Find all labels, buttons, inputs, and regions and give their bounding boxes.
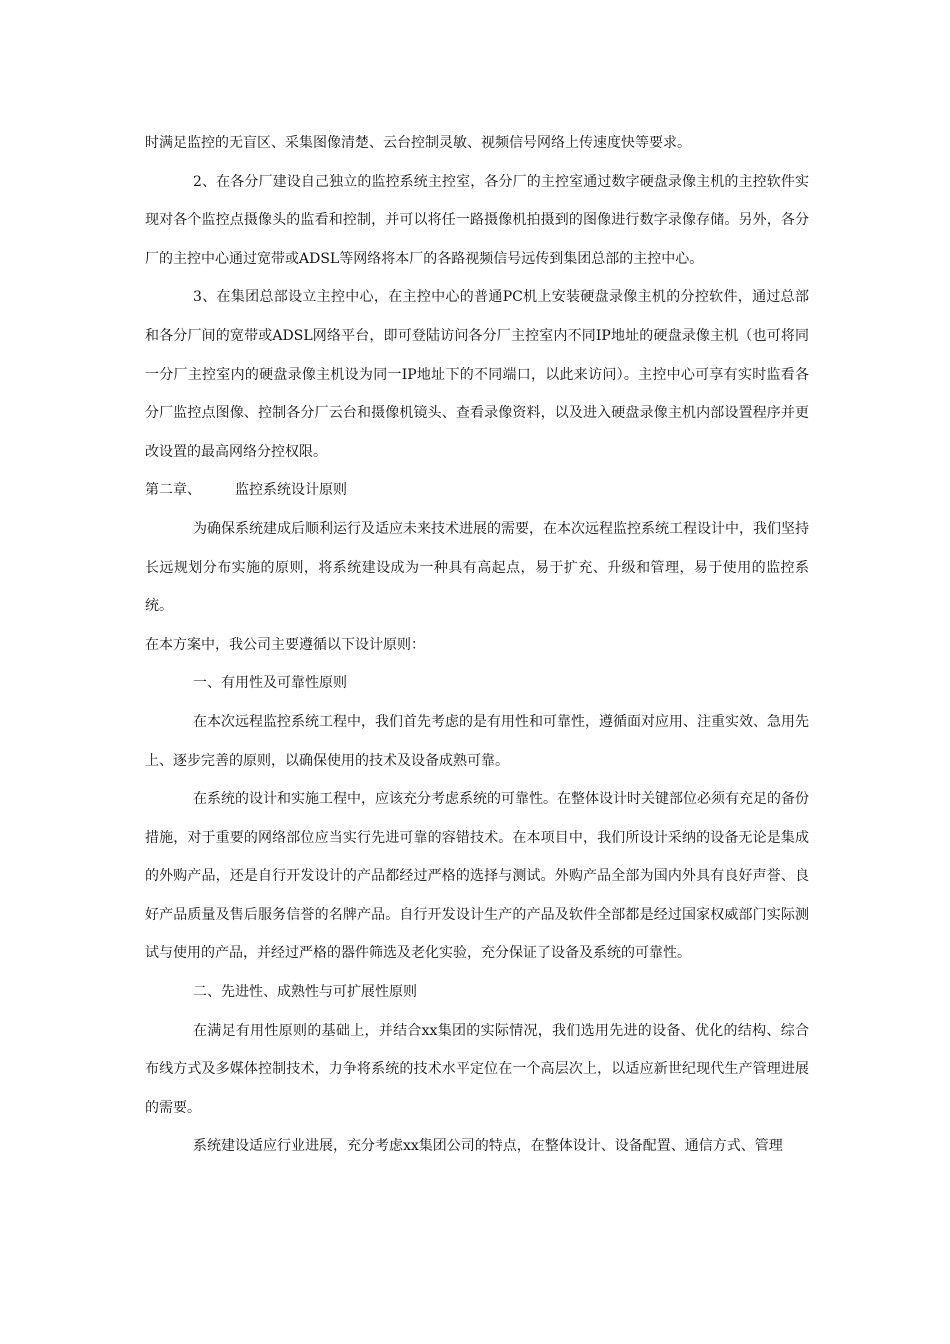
- section-heading-usability: 一、有用性及可靠性原则: [193, 675, 347, 692]
- section-advanced-paragraph-2: 系统建设适应行业进展，充分考虑xx集团公司的特点，在整体设计、设备配置、通信方式、管理: [193, 1138, 783, 1155]
- document-body: [145, 124, 809, 1166]
- section-advanced-paragraph-1: 在满足有用性原则的基础上，并结合xx集团的实际情况，我们选用先进的设备、优化的结构、综合布线方式及多媒体控制技术，力争将系统的技术水平定位在一个高层次上，以适应新世纪现代生产管理进展的需要。: [145, 1022, 809, 1116]
- chapter-number: 第二章、: [145, 482, 201, 499]
- principles-lead: 在本方案中，我公司主要遵循以下设计原则：: [145, 636, 425, 653]
- chapter-intro: 为确保系统建成后顺利运行及适应未来技术进展的需要，在本次远程监控系统工程设计中，我们坚持长远规划分布实施的原则，将系统建设成为一种具有高起点，易于扩充、升级和管理，易于使用的监控系统。: [145, 520, 809, 615]
- chapter-heading: [145, 471, 809, 510]
- paragraph-item-2: 2、在各分厂建设自己独立的监控系统主控室，各分厂的主控室通过数字硬盘录像主机的主控软件实现对各个监控点摄像头的监看和控制，并可以将任一路摄像机拍摄到的图像进行数字录像存储。另外，各分厂的主控中心通过宽带或ADSL等网络将本厂的各路视频信号远传到集团总部的主控中心。: [145, 173, 809, 267]
- paragraph-continuation: 时满足监控的无盲区、采集图像清楚、云台控制灵敏、视频信号网络上传速度快等要求。: [145, 135, 691, 151]
- chapter-title: 监控系统设计原则: [235, 482, 347, 499]
- section-heading-advanced: 二、先进性、成熟性与可扩展性原则: [193, 984, 417, 1001]
- section-usability-paragraph-1: 在本次远程监控系统工程中，我们首先考虑的是有用性和可靠性，遵循面对应用、注重实效、急用先上、逐步完善的原则，以确保使用的技术及设备成熟可靠。: [145, 713, 809, 769]
- section-usability-paragraph-2: 在系统的设计和实施工程中，应该充分考虑系统的可靠性。在整体设计时关键部位必须有充足的备份措施，对于重要的网络部位应当实行先进可靠的容错技术。在本项目中，我们所设计采纳的设备无论是集成的外购产品，还是自行开发设计的产品都经过严格的选择与测试。外购产品全部为国内外具有良好声誉、良好产品质量及售后服务信誉的名牌产品。自行开发设计生产的产品及软件全部都是经过国家权威部门实际测试与使用的产品，并经过严格的器件筛选及老化实验，充分保证了设备及系统的可靠性。: [145, 791, 809, 962]
- paragraph-item-3: 3、在集团总部设立主控中心，在主控中心的普通PC机上安装硬盘录像主机的分控软件，通过总部和各分厂间的宽带或ADSL网络平台，即可登陆访问各分厂主控室内不同IP地址的硬盘录像主机（也可将同一分厂主控室内的硬盘录像主机设为同一IP地址下的不同端口，以此来访问）。主控中心可享有实时监看各分厂监控点图像、控制各分厂云台和摄像机镜头、查看录像资料，以及进入硬盘录像主机内部设置程序并更改设置的最高网络分控权限。: [145, 289, 809, 460]
